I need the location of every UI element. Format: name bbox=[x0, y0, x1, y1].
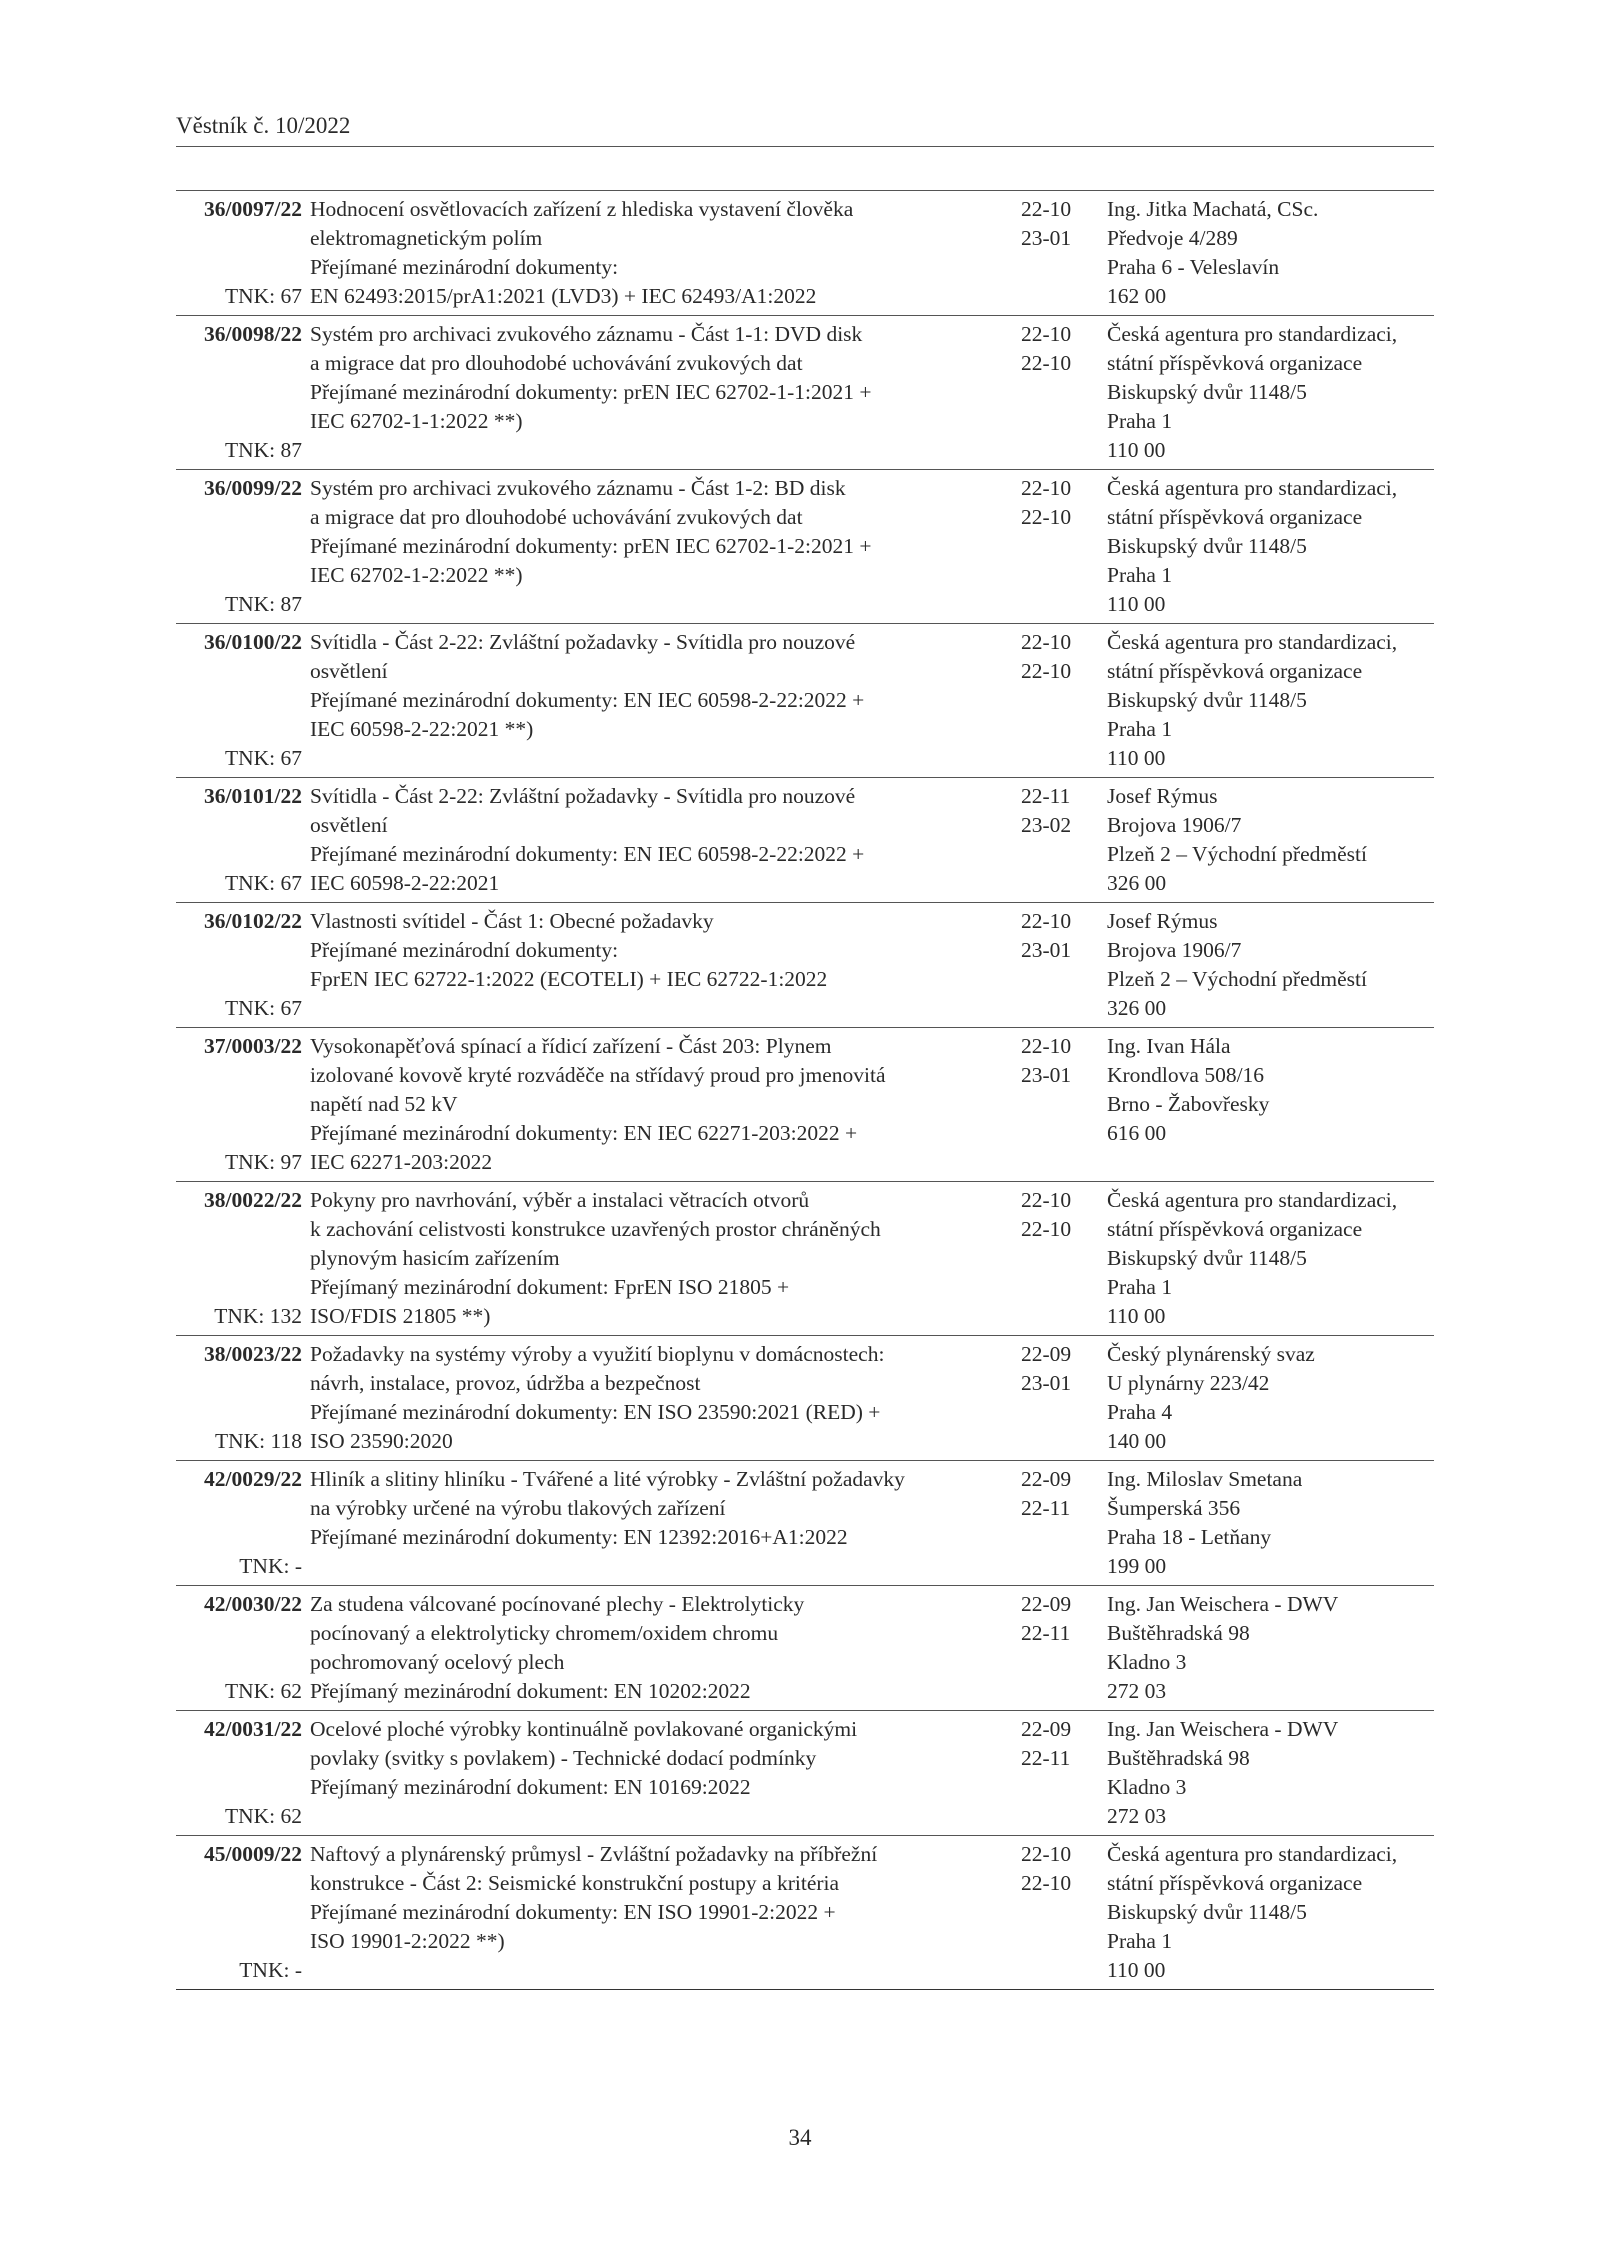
table-row bbox=[176, 191, 1434, 316]
standard-number: 37/0003/22 bbox=[204, 1034, 302, 1058]
column-gap bbox=[978, 1590, 1021, 1706]
column-gap bbox=[302, 907, 310, 1023]
standard-title: Požadavky na systémy výroby a využití bioplynu v domácnostech: návrh, instalace, provoz, údržba a bezpečnost Přejímané mezinárodní dokumenty: EN ISO 23590:2021 (RED) + ISO 23590:2020 bbox=[310, 1342, 885, 1453]
table-row bbox=[176, 1836, 1434, 1990]
processor-address: Česká agentura pro standardizaci, státní příspěvková organizace Biskupský dvůr 1148/5 Praha 1 110 00 bbox=[1107, 322, 1398, 462]
standard-id-cell bbox=[176, 907, 302, 1023]
standard-id-cell bbox=[176, 628, 302, 773]
processor-address: Ing. Jan Weischera - DWV Buštěhradská 98 Kladno 3 272 03 bbox=[1107, 1592, 1339, 1703]
column-gap bbox=[302, 628, 310, 773]
processor-address: Josef Rýmus Brojova 1906/7 Plzeň 2 – Východní předměstí 326 00 bbox=[1107, 909, 1367, 1020]
table-row bbox=[176, 316, 1434, 470]
standard-number: 36/0098/22 bbox=[204, 322, 302, 346]
standard-id-cell bbox=[176, 1032, 302, 1177]
standard-id-cell bbox=[176, 320, 302, 465]
column-gap bbox=[302, 1186, 310, 1331]
processor-address: Česká agentura pro standardizaci, státní příspěvková organizace Biskupský dvůr 1148/5 Praha 1 110 00 bbox=[1107, 1842, 1398, 1982]
column-gap bbox=[978, 1465, 1021, 1581]
table-row bbox=[176, 1336, 1434, 1461]
standard-id-cell bbox=[176, 1465, 302, 1581]
standard-number: 36/0100/22 bbox=[204, 630, 302, 654]
column-gap bbox=[978, 1186, 1021, 1331]
standard-title: Ocelové ploché výrobky kontinuálně povlakované organickými povlaky (svitky s povlakem) - Technické dodací podmínky Přejímaný mezinárodní dokument: EN 10169:2022 bbox=[310, 1717, 858, 1799]
table-row bbox=[176, 903, 1434, 1028]
dates-cell: 22-10 23-01 bbox=[1021, 909, 1072, 962]
dates-cell: 22-10 22-10 bbox=[1021, 1842, 1072, 1895]
tnk-number: TNK: 132 bbox=[214, 1304, 302, 1328]
standard-id-cell bbox=[176, 1840, 302, 1985]
processor-address: Český plynárenský svaz U plynárny 223/42 Praha 4 140 00 bbox=[1107, 1342, 1315, 1453]
dates-cell: 22-10 22-10 bbox=[1021, 1188, 1072, 1241]
tnk-number: TNK: 67 bbox=[224, 284, 302, 308]
dates-cell: 22-09 22-11 bbox=[1021, 1467, 1072, 1520]
table-row bbox=[176, 1586, 1434, 1711]
column-gap bbox=[302, 1590, 310, 1706]
dates-cell: 22-11 23-02 bbox=[1021, 784, 1072, 837]
standard-number: 38/0023/22 bbox=[204, 1342, 302, 1366]
standard-number: 36/0099/22 bbox=[204, 476, 302, 500]
processor-address: Česká agentura pro standardizaci, státní příspěvková organizace Biskupský dvůr 1148/5 Praha 1 110 00 bbox=[1107, 476, 1398, 616]
dates-cell: 22-10 23-01 bbox=[1021, 197, 1072, 250]
column-gap bbox=[302, 474, 310, 619]
column-gap bbox=[978, 1032, 1021, 1177]
tnk-number: TNK: - bbox=[239, 1554, 302, 1578]
dates-cell: 22-10 23-01 bbox=[1021, 1034, 1072, 1087]
column-gap bbox=[302, 320, 310, 465]
dates-cell: 22-10 22-10 bbox=[1021, 630, 1072, 683]
column-gap bbox=[302, 1840, 310, 1985]
dates-cell: 22-10 22-10 bbox=[1021, 476, 1072, 529]
table-row bbox=[176, 1028, 1434, 1182]
standard-title: Naftový a plynárenský průmysl - Zvláštní požadavky na příbřežní konstrukce - Část 2: Seismické konstrukční postupy a kritéria Přejímané mezinárodní dokumenty: EN ISO 19901-2:2022 + ISO 19901-2:2022 **) bbox=[310, 1842, 878, 1953]
tnk-number: TNK: 62 bbox=[224, 1804, 302, 1828]
column-gap bbox=[978, 1340, 1021, 1456]
page-number: 34 bbox=[788, 2125, 812, 2150]
standard-id-cell bbox=[176, 1340, 302, 1456]
tnk-number: TNK: 67 bbox=[224, 996, 302, 1020]
column-gap bbox=[978, 320, 1021, 465]
standard-id-cell bbox=[176, 1186, 302, 1331]
standard-number: 36/0097/22 bbox=[204, 197, 302, 221]
tnk-number: TNK: 67 bbox=[224, 746, 302, 770]
standard-number: 45/0009/22 bbox=[204, 1842, 302, 1866]
processor-address: Česká agentura pro standardizaci, státní příspěvková organizace Biskupský dvůr 1148/5 Praha 1 110 00 bbox=[1107, 1188, 1398, 1328]
standard-title: Hodnocení osvětlovacích zařízení z hlediska vystavení člověka elektromagnetickým polím Přejímané mezinárodní dokumenty: EN 62493:2015/prA1:2021 (LVD3) + IEC 62493/A1:2022 bbox=[310, 197, 854, 308]
column-gap bbox=[302, 195, 310, 311]
standard-title: Pokyny pro navrhování, výběr a instalaci větracích otvorů k zachování celistvosti konstrukce uzavřených prostor chráněných plynovým hasicím zařízením Přejímaný mezinárodní dokument: FprEN ISO 21805 + ISO/FDIS 21805 **) bbox=[310, 1188, 881, 1328]
column-gap bbox=[302, 1340, 310, 1456]
column-gap bbox=[302, 1032, 310, 1177]
column-gap bbox=[302, 1465, 310, 1581]
column-gap bbox=[978, 1840, 1021, 1985]
table-row bbox=[176, 1461, 1434, 1586]
tnk-number: TNK: 62 bbox=[224, 1679, 302, 1703]
tnk-number: TNK: 118 bbox=[215, 1429, 302, 1453]
dates-cell: 22-09 23-01 bbox=[1021, 1342, 1072, 1395]
standard-number: 38/0022/22 bbox=[204, 1188, 302, 1212]
processor-address: Josef Rýmus Brojova 1906/7 Plzeň 2 – Východní předměstí 326 00 bbox=[1107, 784, 1367, 895]
table-row bbox=[176, 1711, 1434, 1836]
processor-address: Ing. Jan Weischera - DWV Buštěhradská 98 Kladno 3 272 03 bbox=[1107, 1717, 1339, 1828]
dates-cell: 22-09 22-11 bbox=[1021, 1592, 1072, 1645]
standards-table bbox=[176, 190, 1434, 1990]
tnk-number: TNK: 67 bbox=[224, 871, 302, 895]
column-gap bbox=[302, 1715, 310, 1831]
standard-number: 42/0029/22 bbox=[204, 1467, 302, 1491]
tnk-number: TNK: 87 bbox=[224, 438, 302, 462]
standard-title: Svítidla - Část 2-22: Zvláštní požadavky - Svítidla pro nouzové osvětlení Přejímané mezinárodní dokumenty: EN IEC 60598-2-22:2022 + IEC 60598-2-22:2021 **) bbox=[310, 630, 865, 741]
table-row bbox=[176, 470, 1434, 624]
dates-cell: 22-09 22-11 bbox=[1021, 1717, 1072, 1770]
column-gap bbox=[978, 474, 1021, 619]
page-header: Věstník č. 10/2022 bbox=[176, 112, 1434, 147]
standard-title: Svítidla - Část 2-22: Zvláštní požadavky - Svítidla pro nouzové osvětlení Přejímané mezinárodní dokumenty: EN IEC 60598-2-22:2022 + IEC 60598-2-22:2021 bbox=[310, 784, 865, 895]
standard-title: Za studena válcované pocínované plechy - Elektrolyticky pocínovaný a elektrolyticky chromem/oxidem chromu pochromovaný ocelový plech Přejímaný mezinárodní dokument: EN 10202:2022 bbox=[310, 1592, 805, 1703]
table-row bbox=[176, 624, 1434, 778]
column-gap bbox=[978, 1715, 1021, 1831]
standard-number: 42/0031/22 bbox=[204, 1717, 302, 1741]
standard-id-cell bbox=[176, 1715, 302, 1831]
standard-title: Vysokonapěťová spínací a řídicí zařízení - Část 203: Plynem izolované kovově kryté rozváděče na střídavý proud pro jmenovitá napětí nad 52 kV Přejímané mezinárodní dokumenty: EN IEC 62271-203:2022 + IEC 62271-203:2022 bbox=[310, 1034, 886, 1174]
standard-id-cell bbox=[176, 474, 302, 619]
standard-id-cell bbox=[176, 195, 302, 311]
standard-title: Systém pro archivaci zvukového záznamu - Část 1-2: BD disk a migrace dat pro dlouhodobé uchovávání zvukových dat Přejímané mezinárodní dokumenty: prEN IEC 62702-1-2:2021 + IEC 62702-1-2:2022 **) bbox=[310, 476, 872, 587]
standard-number: 36/0102/22 bbox=[204, 909, 302, 933]
column-gap bbox=[978, 195, 1021, 311]
standard-title: Vlastnosti svítidel - Část 1: Obecné požadavky Přejímané mezinárodní dokumenty: FprEN IEC 62722-1:2022 (ECOTELI) + IEC 62722-1:2022 bbox=[310, 909, 828, 991]
table-row bbox=[176, 778, 1434, 903]
column-gap bbox=[978, 628, 1021, 773]
column-gap bbox=[978, 907, 1021, 1023]
dates-cell: 22-10 22-10 bbox=[1021, 322, 1072, 375]
standard-id-cell bbox=[176, 1590, 302, 1706]
column-gap bbox=[978, 782, 1021, 898]
standard-title: Hliník a slitiny hliníku - Tvářené a lité výrobky - Zvláštní požadavky na výrobky určené na výrobu tlakových zařízení Přejímané mezinárodní dokumenty: EN 12392:2016+A1:2022 bbox=[310, 1467, 905, 1549]
standard-number: 42/0030/22 bbox=[204, 1592, 302, 1616]
standard-number: 36/0101/22 bbox=[204, 784, 302, 808]
tnk-number: TNK: 97 bbox=[224, 1150, 302, 1174]
standard-id-cell bbox=[176, 782, 302, 898]
table-row bbox=[176, 1182, 1434, 1336]
standard-title: Systém pro archivaci zvukového záznamu - Část 1-1: DVD disk a migrace dat pro dlouhodobé uchovávání zvukových dat Přejímané mezinárodní dokumenty: prEN IEC 62702-1-1:2021 + IEC 62702-1-1:2022 **) bbox=[310, 322, 872, 433]
tnk-number: TNK: 87 bbox=[224, 592, 302, 616]
column-gap bbox=[302, 782, 310, 898]
processor-address: Česká agentura pro standardizaci, státní příspěvková organizace Biskupský dvůr 1148/5 Praha 1 110 00 bbox=[1107, 630, 1398, 770]
processor-address: Ing. Miloslav Smetana Šumperská 356 Praha 18 - Letňany 199 00 bbox=[1107, 1467, 1303, 1578]
tnk-number: TNK: - bbox=[239, 1958, 302, 1982]
processor-address: Ing. Ivan Hála Krondlova 508/16 Brno - Žabovřesky 616 00 bbox=[1107, 1034, 1270, 1145]
processor-address: Ing. Jitka Machatá, CSc. Předvoje 4/289 Praha 6 - Veleslavín 162 00 bbox=[1107, 197, 1319, 308]
